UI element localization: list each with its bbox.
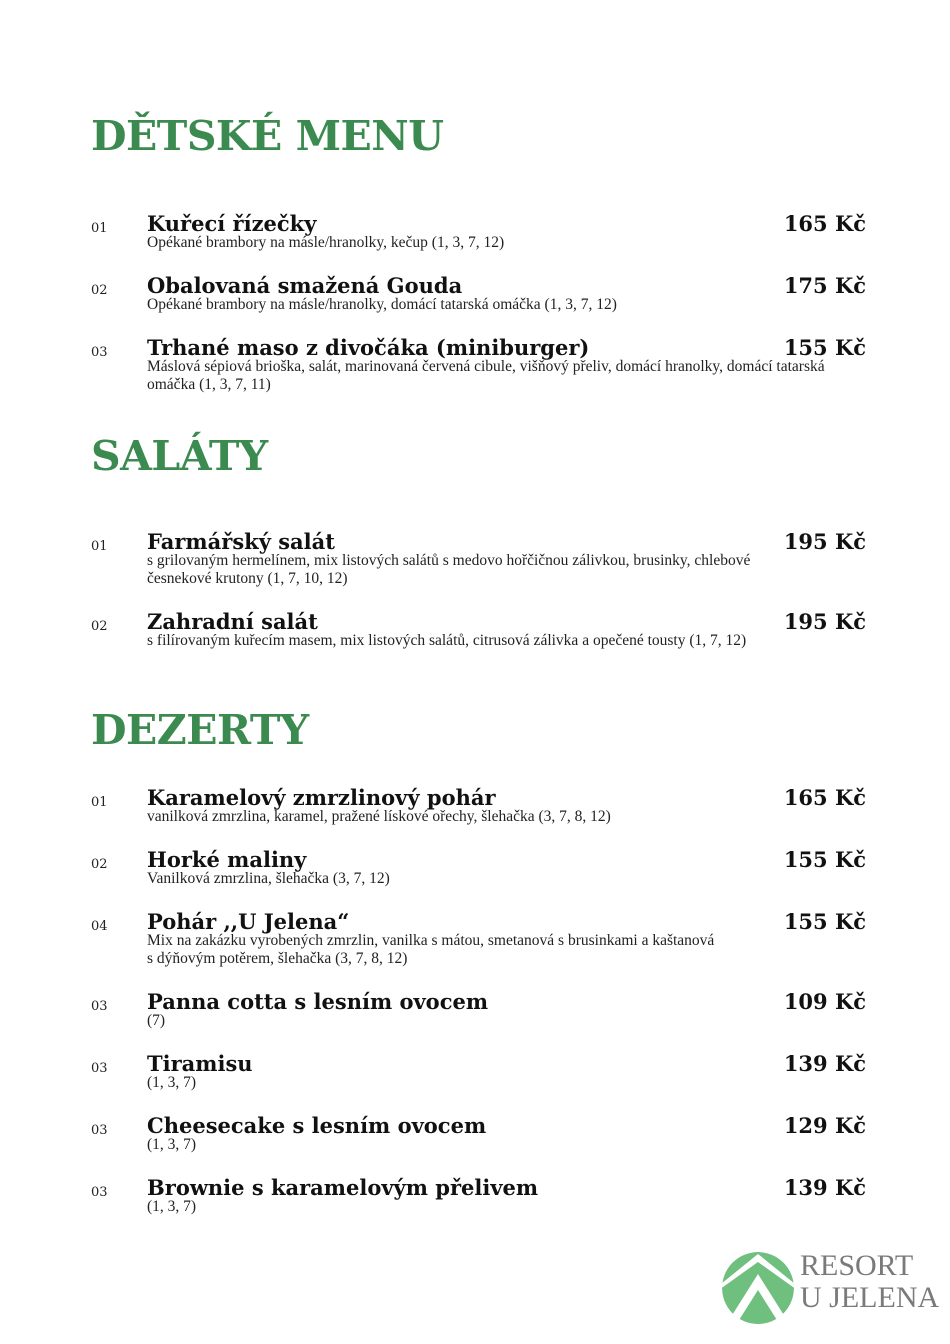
item-name: Trhané maso z divočáka (miniburger) (147, 335, 590, 360)
item-name: Panna cotta s lesním ovocem (147, 989, 489, 1014)
logo-line-resort: RESORT (800, 1249, 914, 1282)
item-price: 139 Kč (783, 1051, 866, 1076)
item-name: Horké maliny (147, 847, 307, 872)
item-name: Karamelový zmrzlinový pohár (147, 785, 496, 810)
item-price: 155 Kč (783, 847, 866, 872)
item-name: Farmářský salát (147, 529, 335, 554)
item-name: Kuřecí řízečky (147, 211, 317, 236)
item-description: (1, 3, 7) (147, 1136, 197, 1153)
item-description: Máslová sépiová brioška, salát, marinovaná červená cibule, višňový přeliv, domácí hranolky, domácí tatarská omáčka (1, 3, 7, 11) (147, 358, 825, 393)
item-price: 175 Kč (783, 273, 866, 298)
item-description: (1, 3, 7) (147, 1074, 197, 1091)
item-number: 03 (91, 1061, 108, 1076)
item-description: s filírovaným kuřecím masem, mix listových salátů, citrusová zálivka a opečené tousty (1, 7, 12) (147, 632, 747, 649)
item-number: 01 (91, 795, 108, 810)
item-price: 109 Kč (783, 989, 866, 1014)
item-number: 02 (91, 857, 108, 872)
item-price: 195 Kč (783, 529, 866, 554)
item-description: vanilková zmrzlina, karamel, pražené lískové ořechy, šlehačka (3, 7, 8, 12) (147, 808, 611, 825)
section-title: DĚTSKÉ MENU (91, 112, 444, 160)
logo-line-u-jelena: U JELENA (800, 1281, 940, 1314)
item-name: Zahradní salát (147, 609, 318, 634)
item-description: s grilovaným hermelínem, mix listových salátů s medovo hořčičnou zálivkou, brusinky, chlebové česnekové krutony (1, 7, 10, 12) (147, 552, 751, 587)
item-number: 01 (91, 539, 108, 554)
item-name: Obalovaná smažená Gouda (147, 273, 463, 298)
resort-logo (720, 1248, 940, 1328)
item-name: Brownie s karamelovým přelivem (147, 1175, 539, 1200)
item-name: Cheesecake s lesním ovocem (147, 1113, 487, 1138)
item-price: 139 Kč (783, 1175, 866, 1200)
item-description: (7) (147, 1012, 166, 1029)
item-price: 155 Kč (783, 909, 866, 934)
item-number: 03 (91, 999, 108, 1014)
item-number: 02 (91, 283, 108, 298)
mountain-logo-icon (720, 1248, 800, 1328)
logo-text (800, 1250, 939, 1314)
item-description: Opékané brambory na másle/hranolky, domácí tatarská omáčka (1, 3, 7, 12) (147, 296, 617, 313)
section-title: DEZERTY (91, 706, 309, 754)
item-number: 03 (91, 1123, 108, 1138)
item-number: 03 (91, 1185, 108, 1200)
item-price: 195 Kč (783, 609, 866, 634)
item-name: Tiramisu (147, 1051, 253, 1076)
item-price: 165 Kč (783, 211, 866, 236)
section-title: SALÁTY (91, 432, 268, 480)
item-price: 155 Kč (783, 335, 866, 360)
item-number: 04 (91, 919, 108, 934)
item-price: 165 Kč (783, 785, 866, 810)
item-number: 01 (91, 221, 108, 236)
item-price: 129 Kč (783, 1113, 866, 1138)
item-number: 02 (91, 619, 108, 634)
item-number: 03 (91, 345, 108, 360)
item-description: (1, 3, 7) (147, 1198, 197, 1215)
item-description: Vanilková zmrzlina, šlehačka (3, 7, 12) (147, 870, 390, 887)
item-description: Mix na zakázku vyrobených zmrzlin, vanilka s mátou, smetanová s brusinkami a kaštanová s dýňovým potěrem, šlehačka (3, 7, 8, 12) (147, 932, 715, 967)
item-description: Opékané brambory na másle/hranolky, kečup (1, 3, 7, 12) (147, 234, 505, 251)
item-name: Pohár ,,U Jelena“ (147, 909, 350, 934)
